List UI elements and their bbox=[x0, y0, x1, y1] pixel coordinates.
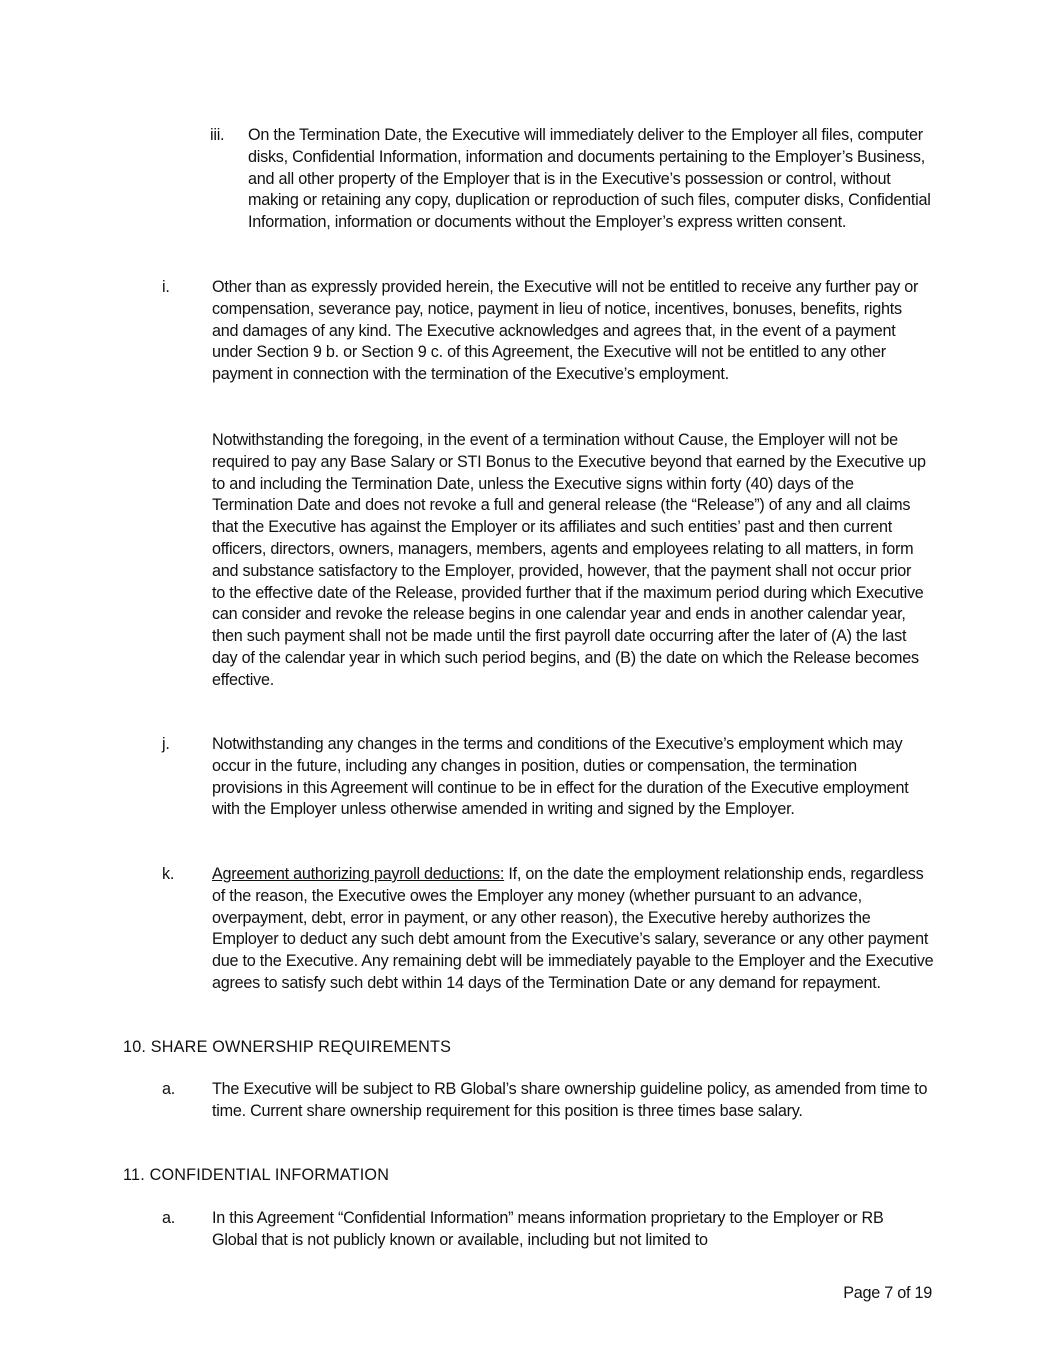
sub-item-iii-marker: iii. bbox=[210, 126, 225, 144]
page-number: Page 7 of 19 bbox=[843, 1284, 932, 1302]
item-k-text: If, on the date the employment relationship ends, regardless of the reason, the Executive owes the Employer any money (whether pursuant to an advance, overpayment, debt, error in payment, or any other reason), the Executive hereby authorizes the Employer to deduct any such debt amount from the Executive’s salary, severance or any other payment due to the Executive. Any remaining debt will be immediately payable to the Employer and the Executive agrees to satisfy such debt within 14 days of the Termination Date or any demand for repayment. bbox=[212, 865, 934, 992]
item-j-marker: j. bbox=[162, 735, 170, 753]
item-i-continuation: Notwithstanding the foregoing, in the event of a termination without Cause, the Employer will not be required to pay any Base Salary or STI Bonus to the Executive beyond that earned by the Executive up to and including the Termination Date, unless the Executive signs within forty (40) days of the Termination Date and does not revoke a full and general release (the “Release”) of any and all claims that the Executive has against the Employer or its affiliates and such entities’ past and then current officers, directors, owners, managers, members, agents and employees relating to all matters, in form and substance satisfactory to the Employer, provided, however, that the payment shall not occur prior to the effective date of the Release, provided further that if the maximum period during which Executive can consider and revoke the release begins in one calendar year and ends in another calendar year, then such payment shall not be made until the first payroll date occurring after the later of (A) the last day of the calendar year in which such period begins, and (B) the date on which the Release becomes effective. bbox=[212, 431, 926, 689]
item-i-marker: i. bbox=[162, 278, 170, 296]
section-10-heading: 10. SHARE OWNERSHIP REQUIREMENTS bbox=[123, 1038, 452, 1056]
section-10-item-a-text: The Executive will be subject to RB Global’s share ownership guideline policy, as amended from time to time. Current share ownership requirement for this position is three times base salary. bbox=[212, 1080, 928, 1120]
item-k-paragraph bbox=[212, 864, 934, 995]
section-10-item-a-marker: a. bbox=[162, 1080, 176, 1098]
item-k-marker: k. bbox=[162, 865, 175, 883]
sub-item-iii-text: On the Termination Date, the Executive will immediately deliver to the Employer all files, computer disks, Confidential Information, information and documents pertaining to the Employer’s Business, and all other property of the Employer that is in the Executive’s possession or control, without making or retaining any copy, duplication or reproduction of such files, computer disks, Confidential Information, information or documents without the Employer’s express written consent. bbox=[248, 126, 931, 232]
section-11-item-a-marker: a. bbox=[162, 1209, 176, 1227]
section-11-heading: 11. CONFIDENTIAL INFORMATION bbox=[123, 1166, 390, 1184]
item-k-title: Agreement authorizing payroll deductions: bbox=[212, 865, 505, 883]
item-i-text: Other than as expressly provided herein, the Executive will not be entitled to receive any further pay or compensation, severance pay, notice, payment in lieu of notice, incentives, bonuses, benefits, rights and damages of any kind. The Executive acknowledges and agrees that, in the event of a payment under Section 9 b. or Section 9 c. of this Agreement, the Executive will not be entitled to any other payment in connection with the termination of the Executive’s employment. bbox=[212, 278, 919, 384]
section-11-item-a-text: In this Agreement “Confidential Information” means information proprietary to the Employer or RB Global that is not publicly known or available, including but not limited to bbox=[212, 1209, 884, 1249]
item-j-text: Notwithstanding any changes in the terms and conditions of the Executive’s employment which may occur in the future, including any changes in position, duties or compensation, the termination provisions in this Agreement will continue to be in effect for the duration of the Executive employment with the Employer unless otherwise amended in writing and signed by the Employer. bbox=[212, 735, 909, 819]
